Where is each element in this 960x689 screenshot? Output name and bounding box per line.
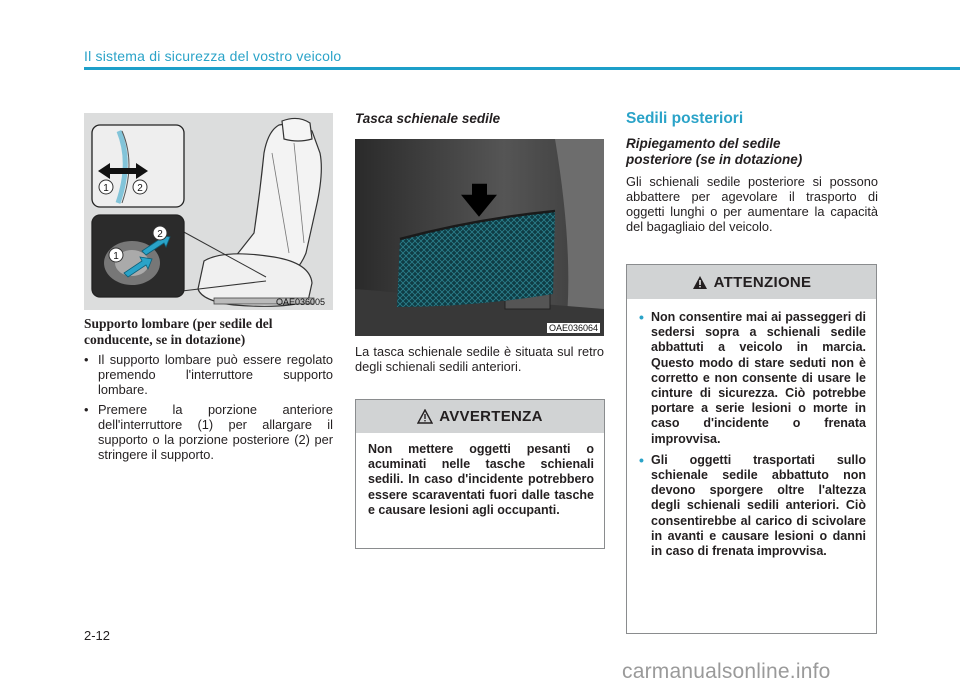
rear-seats-heading: Sedili posteriori (626, 110, 744, 127)
caution-item-1: • Non consentire mai ai passeggeri di sedersi sopra a schienali sedile abbattuti a veicolo in marcia. Questo modo di stare seduti non è corretto e non consente di usare le cinture di sicurezza. Ciò potrebbe portare a serie lesioni o morte in caso d'incidente o frenata improvvisa. (639, 310, 866, 447)
callout-1-inset: 1 (113, 251, 119, 262)
seat-lumbar-drawing (84, 113, 333, 310)
callout-2: 2 (137, 183, 143, 194)
callout-1: 1 (103, 183, 109, 194)
caution-item-2: • Gli oggetti trasportati sullo schienale sedile abbattuto non devono sporgere oltre l'altezza degli schienali sedili anteriori. Ciò consentirebbe al carico di scivolare in avanti e causare lesioni o danni in caso di frenata improvvisa. (639, 453, 866, 559)
watermark: carmanualsonline.info (622, 660, 831, 683)
pocket-heading: Tasca schienale sedile (355, 111, 501, 126)
rear-seat-body: Gli schienali sedile posteriore si possono abbattere per agevolare il trasporto di oggetti lunghi o per aumentare la capacità del bagagliaio del veicolo. (626, 174, 878, 234)
lumbar-bullet-2: • Premere la porzione anteriore dell'interruttore (1) per allargare il supporto o la porzione posteriore (2) per stringere il supporto. (84, 402, 333, 462)
header-rule (84, 67, 960, 70)
seat-lumbar-illustration (84, 113, 333, 310)
page-number: 2-12 (84, 628, 111, 643)
caution-box-header (627, 265, 876, 299)
rear-seat-fold-heading: Ripiegamento del sedile posteriore (se in dotazione) (626, 136, 803, 167)
caution-list (639, 310, 866, 559)
lumbar-heading: Supporto lombare (per sedile del conducente, se in dotazione) (84, 316, 273, 347)
caution-label: ATTENZIONE (713, 273, 812, 291)
pocket-body: La tasca schienale sedile è situata sul retro degli schienali sedili anteriori. (355, 344, 604, 374)
lumbar-bullets (84, 352, 333, 467)
figure-caption-pocket: OAE036064 (549, 323, 599, 333)
figure-caption-seat-lumbar: OAE036005 (276, 297, 326, 307)
caution-triangle-icon (692, 275, 708, 290)
warning-box (355, 399, 605, 549)
caution-box (626, 264, 877, 634)
warning-triangle-icon (417, 409, 433, 424)
page-header-title: Il sistema di sicurezza del vostro veicolo (84, 48, 342, 64)
warning-text: Non mettere oggetti pesanti o acuminati nelle tasche schienali sedili. In caso d'incidente potrebbero essere scaraventati fuori dalle tasche e causare lesioni agli occupanti. (368, 442, 594, 517)
warning-label: AVVERTENZA (439, 408, 543, 425)
seatback-pocket-photo (355, 139, 604, 336)
lumbar-bullet-1: • Il supporto lombare può essere regolato premendo l'interruttore supporto lombare. (84, 352, 333, 397)
seatback-pocket-drawing (355, 139, 604, 336)
callout-2-inset: 2 (157, 229, 163, 240)
caution-body (639, 310, 866, 565)
warning-box-header (356, 400, 604, 433)
